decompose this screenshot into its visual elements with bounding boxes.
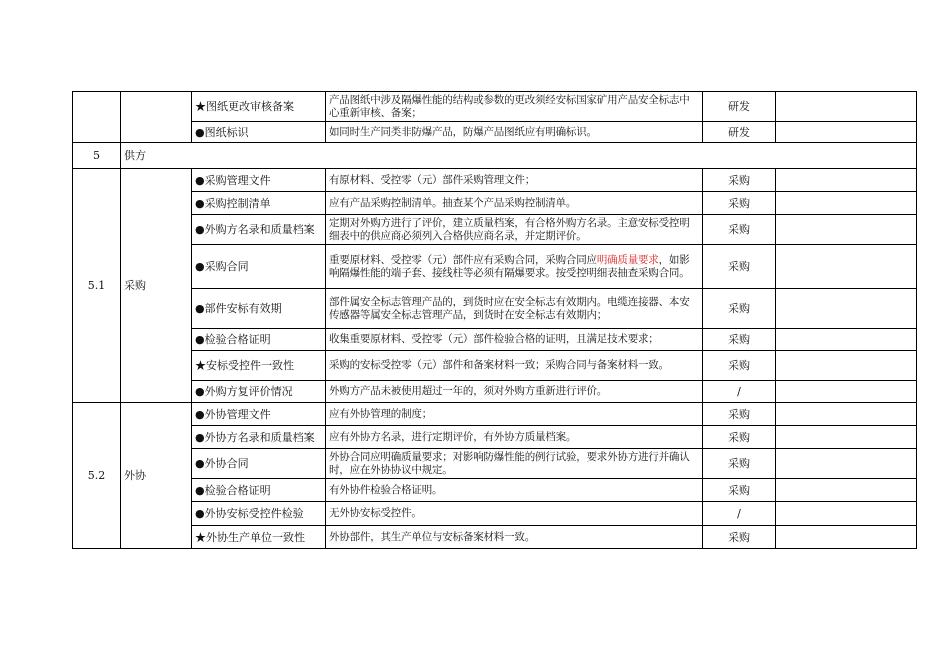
requirement-cell: 部件属安全标志管理产品的，到货时应在安全标志有效期内。电缆连接器、本安传感器等属安全标志管理产品，到货时在安全标志有效期内； (326, 289, 703, 329)
section-header-row (73, 143, 917, 169)
department-cell: 采购 (703, 169, 776, 192)
remark-cell (776, 502, 917, 526)
requirement-cell: 无外协安标受控件。 (326, 502, 703, 526)
table-row (73, 502, 917, 526)
item-cell: ●外协方名录和质量档案 (192, 426, 326, 449)
department-cell: / (703, 381, 776, 403)
remark-cell (776, 526, 917, 549)
table-row (73, 169, 917, 192)
remark-cell (776, 289, 917, 329)
subsection-num: 5.2 (73, 403, 121, 549)
department-cell: 采购 (703, 403, 776, 426)
department-cell: / (703, 502, 776, 526)
table-row (73, 245, 917, 289)
table-row (73, 351, 917, 381)
item-cell: ●外购方名录和质量档案 (192, 215, 326, 245)
section-num: 5 (73, 143, 121, 169)
subsection-title: 采购 (121, 169, 192, 403)
table-row (73, 289, 917, 329)
requirement-cell: 应有产品采购控制清单。抽查某个产品采购控制清单。 (326, 192, 703, 215)
requirement-cell: 外协合同应明确质量要求；对影响防爆性能的例行试验，要求外协方进行并确认时，应在外协协议中规定。 (326, 449, 703, 479)
item-cell: ●检验合格证明 (192, 329, 326, 351)
department-cell: 采购 (703, 479, 776, 502)
section-num-cell (73, 92, 121, 143)
department-cell: 采购 (703, 289, 776, 329)
requirements-table (72, 91, 917, 549)
table-row (73, 192, 917, 215)
remark-cell (776, 92, 917, 122)
requirement-cell: 定期对外购方进行了评价，建立质量档案，有合格外购方名录。主意安标受控明细表中的供应商必须列入合格供应商名录，并定期评价。 (326, 215, 703, 245)
table-row (73, 479, 917, 502)
table-row (73, 92, 917, 122)
department-cell: 采购 (703, 351, 776, 381)
requirement-cell: 外协部件，其生产单位与安标备案材料一致。 (326, 526, 703, 549)
remark-cell (776, 122, 917, 143)
item-cell: ●采购控制清单 (192, 192, 326, 215)
table-row (73, 381, 917, 403)
item-cell: ●采购合同 (192, 245, 326, 289)
requirement-cell: 有原材料、受控零（元）部件采购管理文件； (326, 169, 703, 192)
item-cell: ★图纸更改审核备案 (192, 92, 326, 122)
requirement-cell: 如同时生产同类非防爆产品，防爆产品图纸应有明确标识。 (326, 122, 703, 143)
remark-cell (776, 169, 917, 192)
item-cell: ●外协合同 (192, 449, 326, 479)
remark-cell (776, 215, 917, 245)
remark-cell (776, 192, 917, 215)
requirement-cell (326, 245, 703, 289)
item-cell: ●外协安标受控件检验 (192, 502, 326, 526)
item-cell: ●采购管理文件 (192, 169, 326, 192)
subsection-title: 外协 (121, 403, 192, 549)
section-title: 供方 (121, 143, 917, 169)
table-row (73, 122, 917, 143)
requirement-cell: 采购的安标受控零（元）部件和备案材料一致；采购合同与备案材料一致。 (326, 351, 703, 381)
remark-cell (776, 351, 917, 381)
department-cell: 采购 (703, 526, 776, 549)
requirement-text: ，如影响隔爆性能的端子套、接线柱等必须有隔爆要求。按受控明细表抽查采购合同。 (329, 253, 690, 279)
requirement-cell: 有外协件检验合格证明。 (326, 479, 703, 502)
remark-cell (776, 426, 917, 449)
table-row (73, 403, 917, 426)
table-row (73, 426, 917, 449)
department-cell: 采购 (703, 449, 776, 479)
department-cell: 采购 (703, 329, 776, 351)
table-row (73, 329, 917, 351)
requirement-cell: 产品图纸中涉及隔爆性能的结构或参数的更改须经安标国家矿用产品安全标志中心重新审核、备案； (326, 92, 703, 122)
remark-cell (776, 403, 917, 426)
section-title-cell (121, 92, 192, 143)
remark-cell (776, 381, 917, 403)
table-row (73, 449, 917, 479)
subsection-num: 5.1 (73, 169, 121, 403)
item-cell: ●图纸标识 (192, 122, 326, 143)
department-cell: 研发 (703, 122, 776, 143)
remark-cell (776, 449, 917, 479)
requirement-cell: 外购方产品未被使用超过一年的，须对外购方重新进行评价。 (326, 381, 703, 403)
item-cell: ★外协生产单位一致性 (192, 526, 326, 549)
requirement-cell: 应有外协方名录，进行定期评价，有外协方质量档案。 (326, 426, 703, 449)
requirement-text: 重要原材料、受控零（元）部件应有采购合同，采购合同应 (329, 253, 597, 266)
highlighted-text: 明确质量要求 (596, 253, 659, 266)
requirement-cell: 应有外协管理的制度； (326, 403, 703, 426)
remark-cell (776, 479, 917, 502)
department-cell: 采购 (703, 215, 776, 245)
department-cell: 采购 (703, 245, 776, 289)
requirement-cell: 收集重要原材料、受控零（元）部件检验合格的证明，且满足技术要求； (326, 329, 703, 351)
department-cell: 采购 (703, 426, 776, 449)
item-cell: ●外购方复评价情况 (192, 381, 326, 403)
item-cell: ●检验合格证明 (192, 479, 326, 502)
remark-cell (776, 245, 917, 289)
remark-cell (776, 329, 917, 351)
item-cell: ★安标受控件一致性 (192, 351, 326, 381)
department-cell: 研发 (703, 92, 776, 122)
department-cell: 采购 (703, 192, 776, 215)
table-row (73, 526, 917, 549)
item-cell: ●外协管理文件 (192, 403, 326, 426)
item-cell: ●部件安标有效期 (192, 289, 326, 329)
table-row (73, 215, 917, 245)
